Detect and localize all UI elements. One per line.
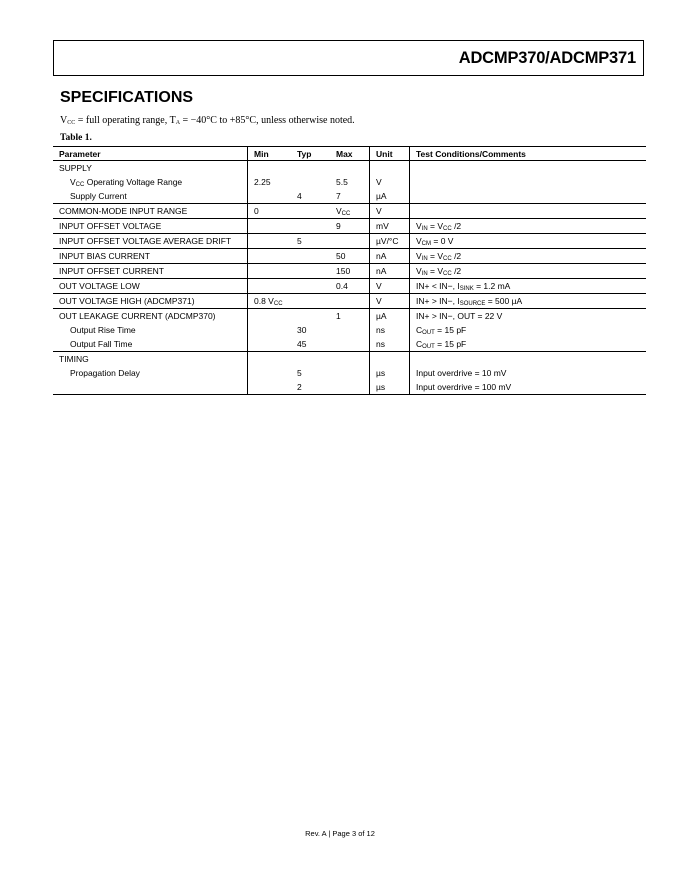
intro-text <box>60 115 355 126</box>
cell-min <box>248 249 292 264</box>
document-title: ADCMP370/ADCMP371 <box>458 49 636 67</box>
cell-parameter: COMMON-MODE INPUT RANGE <box>53 204 248 219</box>
cell-parameter: Output Fall Time <box>53 337 248 352</box>
cell-test-conditions: $V_{CM} = 0$ V <box>410 234 647 249</box>
cell-max: 1 <box>330 309 370 324</box>
header-unit: Unit <box>370 147 410 161</box>
cell-max <box>330 294 370 309</box>
cell-parameter: INPUT OFFSET CURRENT <box>53 264 248 279</box>
cell-test-conditions <box>410 204 647 219</box>
cell-max <box>330 323 370 337</box>
cell-min: 0.8 $V_{CC}$ <box>248 294 292 309</box>
cell-max: 5.5 <box>330 175 370 189</box>
cell-min: 0 <box>248 204 292 219</box>
cell-typ: 5 <box>297 368 302 378</box>
cell-min <box>248 380 292 395</box>
cell-min <box>248 323 292 337</box>
cell-test-conditions: $C_{OUT} = 15$ pF <box>416 325 467 336</box>
cell-unit: µA <box>370 309 410 324</box>
cell-unit: µs <box>370 380 410 395</box>
cell-min <box>248 161 292 176</box>
header-typ: Typ <box>291 147 330 161</box>
cell-parameter: OUT VOLTAGE HIGH (ADCMP371) <box>53 294 248 309</box>
cell-parameter: INPUT BIAS CURRENT <box>53 249 248 264</box>
cell-max <box>330 380 370 395</box>
cell-parameter: Propagation Delay <box>53 366 248 380</box>
header-test-conditions: Test Conditions/Comments <box>410 147 647 161</box>
table-row <box>53 175 646 189</box>
cell-unit: µA <box>370 189 410 204</box>
intro-t-sub: A <box>175 120 181 126</box>
intro-rest: = −40°C to +85°C, unless otherwise noted. <box>180 115 355 126</box>
intro-mid: = full operating range, T <box>75 115 176 126</box>
cell-unit: V <box>370 204 410 219</box>
cell-parameter: Output Rise Time <box>53 323 248 337</box>
cell-min <box>248 279 292 294</box>
intro-v-sub: CC <box>67 120 76 126</box>
cell-typ: 30 <box>297 325 307 335</box>
cell-test-conditions: $C_{OUT} = 15$ pF <box>410 337 647 352</box>
table-row <box>53 337 646 352</box>
cell-unit: nA <box>370 249 410 264</box>
cell-parameter: TIMING <box>53 352 248 367</box>
cell-unit: V <box>370 294 410 309</box>
table-row <box>53 279 646 294</box>
cell-typ <box>291 264 330 279</box>
cell-typ <box>291 352 330 367</box>
cell-test-conditions <box>410 161 647 176</box>
cell-parameter: INPUT OFFSET VOLTAGE AVERAGE DRIFT <box>53 234 248 249</box>
cell-min <box>248 337 292 352</box>
cell-max <box>330 352 370 367</box>
cell-max <box>330 366 370 380</box>
table-row <box>53 323 646 337</box>
cell-typ <box>291 161 330 176</box>
cell-test-conditions: $V_{IN} = V_{CC}$ /2 <box>410 264 647 279</box>
specifications-table <box>53 146 646 395</box>
cell-unit: mV <box>370 219 410 234</box>
cell-typ <box>291 219 330 234</box>
cell-unit: ns <box>370 323 410 337</box>
page-footer: Rev. A | Page 3 of 12 <box>305 829 375 838</box>
table-header-row <box>53 147 646 161</box>
table-row <box>53 294 646 309</box>
table-row <box>53 264 646 279</box>
cell-typ: 4 <box>291 189 330 204</box>
cell-max: 7 <box>330 189 370 204</box>
cell-parameter: INPUT OFFSET VOLTAGE <box>53 219 248 234</box>
cell-unit: µs <box>370 366 410 380</box>
cell-parameter: OUT LEAKAGE CURRENT (ADCMP370) <box>53 309 248 324</box>
cell-test-conditions: Input overdrive = 10 mV <box>416 368 507 378</box>
cell-max: 150 <box>330 264 370 279</box>
table-body <box>53 161 646 395</box>
cell-unit <box>370 352 410 367</box>
cell-unit: V <box>370 175 410 189</box>
cell-typ: 45 <box>291 337 330 352</box>
cell-max: $V_{CC}$ <box>330 204 370 219</box>
page-header <box>53 40 644 76</box>
cell-test-conditions: Input overdrive = 100 mV <box>410 380 647 395</box>
cell-typ <box>291 249 330 264</box>
cell-test-conditions <box>410 189 647 204</box>
cell-min <box>248 234 292 249</box>
cell-min: 2.25 <box>254 177 271 187</box>
intro-v: V <box>60 115 68 126</box>
cell-min <box>248 366 292 380</box>
table-row <box>53 219 646 234</box>
cell-test-conditions: $V_{IN} = V_{CC}$ /2 <box>410 249 647 264</box>
table-row <box>53 352 646 367</box>
cell-test-conditions: IN+ < IN−, $I_{SINK} = 1.2$ mA <box>410 279 647 294</box>
table-row <box>53 309 646 324</box>
cell-test-conditions <box>410 352 647 367</box>
cell-parameter: SUPPLY <box>53 161 248 176</box>
cell-parameter <box>53 380 248 395</box>
table-row <box>53 249 646 264</box>
header-min: Min <box>248 147 292 161</box>
cell-max: 9 <box>330 219 370 234</box>
header-parameter: Parameter <box>53 147 248 161</box>
cell-max: 50 <box>330 249 370 264</box>
cell-max: 0.4 <box>330 279 370 294</box>
cell-max <box>330 234 370 249</box>
cell-typ <box>291 294 330 309</box>
cell-typ <box>291 175 330 189</box>
cell-typ: 2 <box>291 380 330 395</box>
cell-test-conditions <box>410 175 647 189</box>
cell-max <box>330 161 370 176</box>
cell-min <box>248 189 292 204</box>
cell-typ <box>291 309 330 324</box>
cell-unit: ns <box>370 337 410 352</box>
cell-test-conditions: IN+ > IN−, OUT = 22 V <box>416 311 503 321</box>
table-row <box>53 161 646 176</box>
cell-test-conditions: IN+ > IN−, $I_{SOURCE} = 500$ µA <box>410 294 647 309</box>
cell-parameter: $V_{CC}$ Operating Voltage Range <box>53 175 248 189</box>
cell-typ: 5 <box>291 234 330 249</box>
cell-parameter: OUT VOLTAGE LOW <box>53 279 248 294</box>
table-row <box>53 204 646 219</box>
cell-unit: nA <box>370 264 410 279</box>
cell-min <box>248 352 292 367</box>
cell-unit: V <box>370 279 410 294</box>
cell-min <box>248 264 292 279</box>
table-caption: Table 1. <box>60 133 92 143</box>
table-row <box>53 366 646 380</box>
header-max: Max <box>330 147 370 161</box>
cell-typ <box>291 204 330 219</box>
cell-min <box>248 309 292 324</box>
table-row <box>53 234 646 249</box>
cell-test-conditions: $V_{IN} = V_{CC}$ /2 <box>410 219 647 234</box>
cell-unit: µV/°C <box>370 234 410 249</box>
table-row <box>53 189 646 204</box>
cell-parameter: Supply Current <box>53 189 248 204</box>
table-row <box>53 380 646 395</box>
cell-max <box>330 337 370 352</box>
cell-min <box>248 219 292 234</box>
section-title: SPECIFICATIONS <box>60 89 194 106</box>
cell-typ <box>291 279 330 294</box>
cell-unit <box>370 161 410 176</box>
